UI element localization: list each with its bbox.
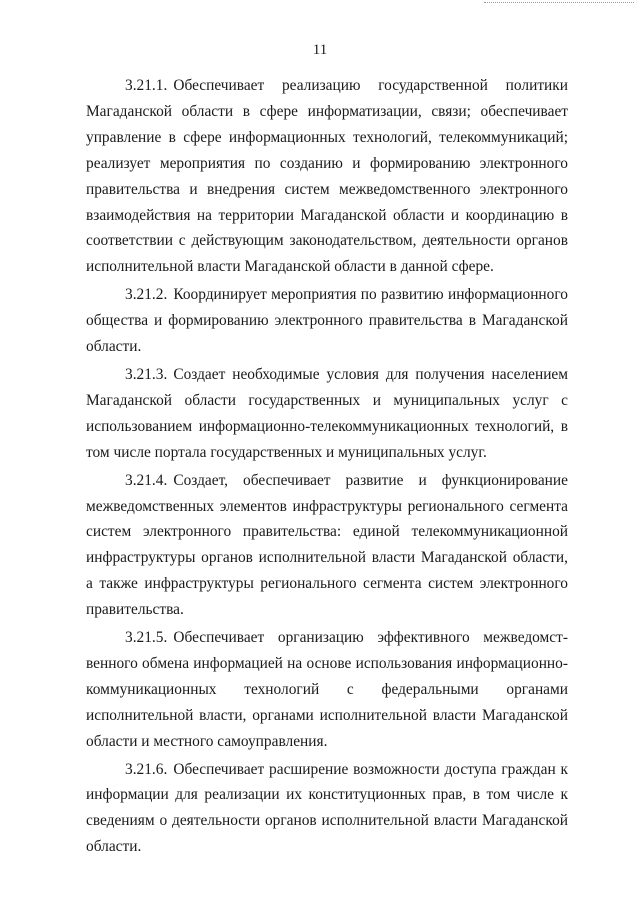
paragraph-text: Создает необходимые условия для получения населением Магаданской области государственных и муниципальных услуг с использованием информационно-телекоммуникационных технологий, в том числе портала государственных и муниципальных услуг. — [86, 365, 568, 461]
paragraph-3-21-4 — [86, 468, 568, 623]
paragraph-number: 3.21.6. — [125, 760, 168, 778]
paragraph-number: 3.21.1. — [125, 77, 168, 94]
paragraph-number: 3.21.3. — [125, 365, 168, 383]
paragraph-3-21-1 — [86, 73, 568, 280]
page-number: 11 — [312, 42, 328, 58]
paragraph-3-21-6 — [86, 757, 568, 861]
document-body — [86, 73, 568, 862]
paragraph-number: 3.21.5. — [125, 629, 168, 647]
paragraph-text: Обеспечивает организацию эффективного межведомственного обмена информацией на основе использования информационно-коммуникационных технологий с федеральными органами исполнительной власти, органами исполнительной власти Магаданской области и местного самоуправления. — [86, 629, 568, 750]
paragraph-3-21-2 — [86, 282, 568, 360]
paragraph-3-21-5 — [86, 625, 568, 755]
paragraph-text: Обеспечивает реализацию государственной политики Магаданской области в сфере информатизации, связи; обеспечивает управление в сфере информационных технологий, телекоммуникаций; реализует мероприятия по созданию и формированию электронного правительства и внедрения систем межведомственного электронного взаимодействия на территории Магаданской области и координацию в соответствии с действующим законодательством, деятельности органов исполнительной власти Магаданской области в данной сфере. — [86, 77, 568, 276]
paragraph-text: Обеспечивает расширение возможности доступа граждан к информации для реализации их конституционных прав, в том числе к сведениям о деятельности органов исполнительной власти Магаданской области. — [86, 760, 568, 856]
paragraph-number: 3.21.4. — [125, 471, 168, 489]
paragraph-3-21-3 — [86, 362, 568, 466]
paragraph-text: Координирует мероприятия по развитию информационного общества и формированию электронного правительства в Магаданской области. — [86, 286, 568, 356]
paragraph-number: 3.21.2. — [125, 286, 168, 304]
paragraph-text: Создает, обеспечивает развитие и функционирование межведомственных элементов инфраструктуры регионального сегмента систем электронного правительства: единой телекоммуникационной инфраструктуры органов исполнительной власти Магаданской области, а также инфраструктуры регионального сегмента систем электронного правительства. — [86, 471, 568, 619]
scan-edge-mark — [484, 2, 634, 3]
